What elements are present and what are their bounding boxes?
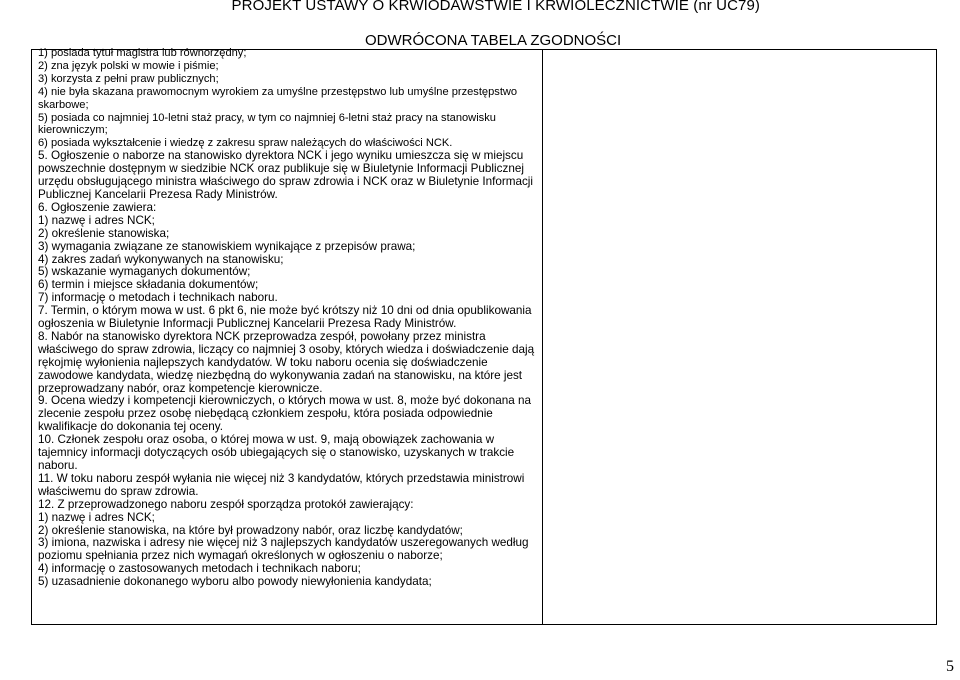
paragraph: 5. Ogłoszenie o naborze na stanowisko dyrektora NCK i jego wyniku umieszcza się w miejscu powszechnie dostępnym w siedzibie NCK oraz publikuje się w Biuletynie Informacji Publicznej urzędu obsługującego ministra właściwego do spraw zdrowia i NCK oraz w Biuletynie Informacji Publicznej Kancelarii Prezesa Rady Ministrów. bbox=[38, 149, 533, 201]
column-divider bbox=[542, 50, 543, 624]
intro-item: 5) posiada co najmniej 10-letni staż pracy, w tym co najmniej 6-letni staż pracy na stanowisku kierowniczym; bbox=[38, 111, 496, 137]
intro-item: 3) korzysta z pełni praw publicznych; bbox=[38, 72, 219, 85]
paragraph: 12. Z przeprowadzonego naboru zespół sporządza protokół zawierający: bbox=[38, 497, 414, 511]
paragraph: 11. W toku naboru zespół wyłania nie więcej niż 3 kandydatów, których przedstawia ministrowi właściwemu do spraw zdrowia. bbox=[38, 471, 525, 498]
paragraph: 2) określenie stanowiska; bbox=[38, 226, 170, 240]
concordance-table bbox=[31, 49, 937, 625]
paragraph: 2) określenie stanowiska, na które był prowadzony nabór, oraz liczbę kandydatów; bbox=[38, 523, 463, 537]
paragraph: 3) imiona, nazwiska i adresy nie więcej niż 3 najlepszych kandydatów uszeregowanych według poziomu spełniania przez nich wymagań określonych w ogłoszeniu o naborze; bbox=[38, 536, 529, 563]
intro-item: 6) posiada wykształcenie i wiedzę z zakresu spraw należących do właściwości NCK. bbox=[38, 137, 453, 150]
paragraph: 5) wskazanie wymaganych dokumentów; bbox=[38, 265, 251, 279]
paragraph: 4) zakres zadań wykonywanych na stanowisku; bbox=[38, 252, 284, 266]
document-title: PROJEKT USTAWY O KRWIODAWSTWIE I KRWIOLECZNICTWIE (nr UC79) bbox=[231, 0, 760, 14]
left-column-text bbox=[38, 47, 538, 589]
paragraph: 1) nazwę i adres NCK; bbox=[38, 213, 155, 227]
paragraph: 6) termin i miejsce składania dokumentów; bbox=[38, 278, 259, 292]
paragraph: 7) informację o metodach i technikach naboru. bbox=[38, 291, 278, 305]
paragraph: 6. Ogłoszenie zawiera: bbox=[38, 200, 157, 214]
paragraph: 3) wymagania związane ze stanowiskiem wynikające z przepisów prawa; bbox=[38, 239, 416, 253]
paragraph: 8. Nabór na stanowisko dyrektora NCK przeprowadza zespół, powołany przez ministra właściwego do spraw zdrowia, liczący co najmniej 3 osoby, których wiedza i doświadczenie dają rękojmię wyłonienia najlepszych kandydatów. W toku naboru ocenia się doświadczenie zawodowe kandydata, wiedzę niezbędną do wykonywania zadań na stanowisku, na które jest przeprowadzany nabór, oraz kompetencje kierownicze. bbox=[38, 329, 535, 395]
paragraph: 5) uzasadnienie dokonanego wyboru albo powody niewyłonienia kandydata; bbox=[38, 575, 432, 589]
intro-item: 1) posiada tytuł magistra lub równorzędny; bbox=[38, 47, 247, 59]
paragraph: 4) informację o zastosowanych metodach i technikach naboru; bbox=[38, 562, 361, 576]
page-number: 5 bbox=[946, 658, 954, 675]
paragraph: 9. Ocena wiedzy i kompetencji kierowniczych, o których mowa w ust. 8, może być dokonana na zlecenie zespołu przez osobę niebędącą członkiem zespołu, która posiada odpowiednie kwalifikacje do dokonania tej oceny. bbox=[38, 394, 532, 434]
paragraph: 10. Członek zespołu oraz osoba, o której mowa w ust. 9, mają obowiązek zachowania w tajemnicy informacji dotyczących osób ubiegających się o stanowisko, uzyskanych w trakcie naboru. bbox=[38, 433, 515, 472]
table-subtitle: ODWRÓCONA TABELA ZGODNOŚCI bbox=[365, 32, 622, 49]
intro-item: 4) nie była skazana prawomocnym wyrokiem za umyślne przestępstwo lub umyślne przestępstwo skarbowe; bbox=[38, 85, 518, 111]
intro-item: 2) zna język polski w mowie i piśmie; bbox=[38, 59, 219, 72]
paragraph: 1) nazwę i adres NCK; bbox=[38, 510, 155, 524]
paragraph: 7. Termin, o którym mowa w ust. 6 pkt 6, nie może być krótszy niż 10 dni od dnia opublikowania ogłoszenia w Biuletynie Informacji Publicznej Kancelarii Prezesa Rady Ministrów. bbox=[38, 304, 532, 331]
